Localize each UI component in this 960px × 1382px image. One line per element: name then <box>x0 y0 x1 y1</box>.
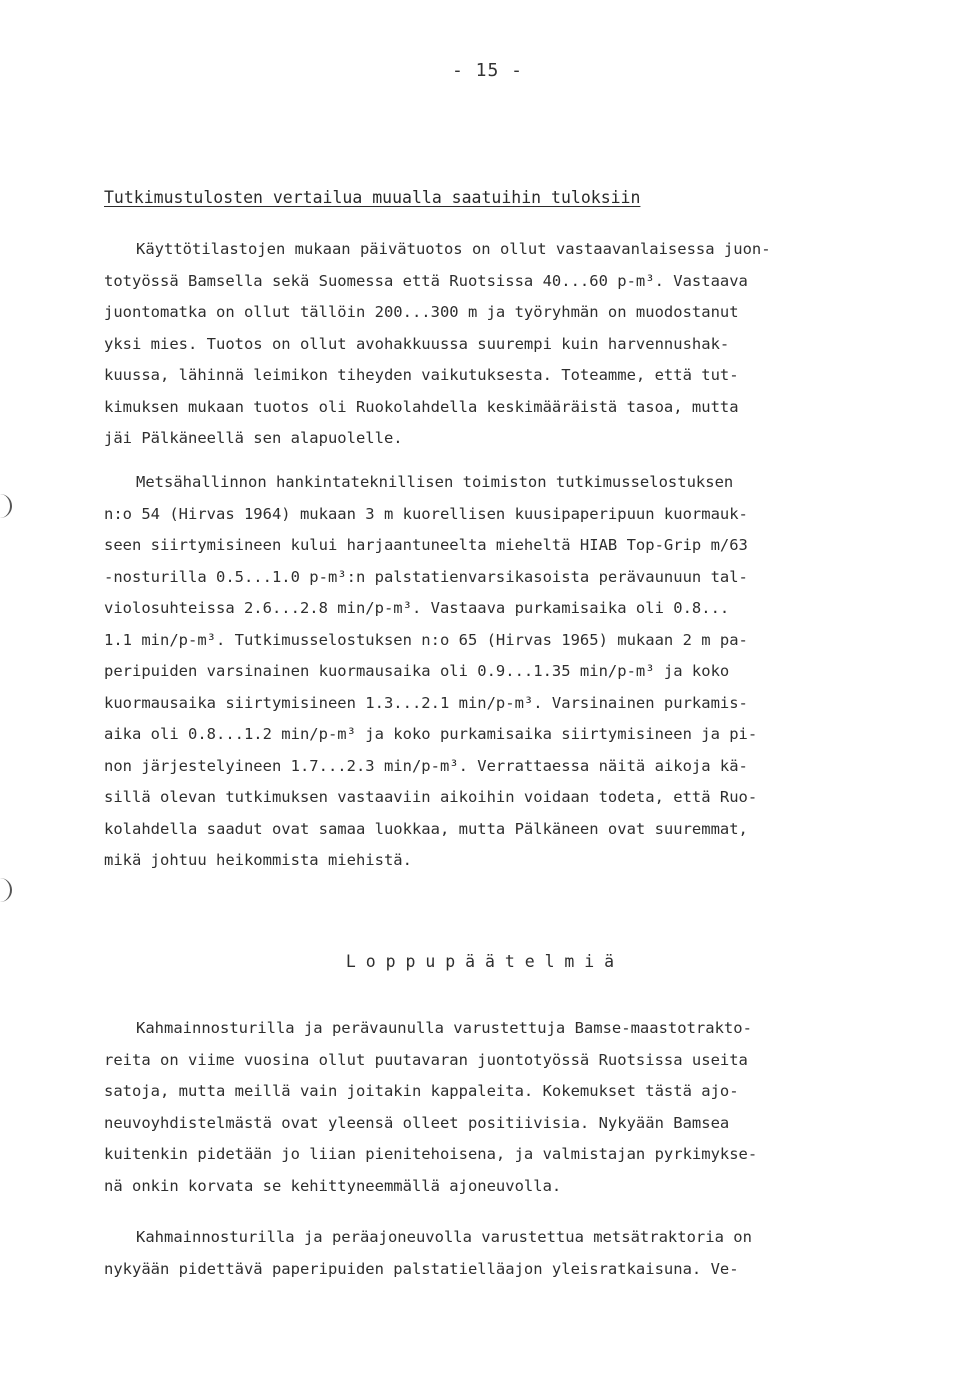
paragraph-conclusions <box>104 1013 874 1202</box>
paragraph-comparison <box>104 234 874 455</box>
page-number: - 15 - <box>452 60 524 81</box>
paragraph-line: Kahmainnosturilla ja perävaunulla varustettuja Bamse-maastotrakto- <box>136 1019 752 1037</box>
paragraph-tractor <box>104 1222 874 1285</box>
paragraph-line: kimuksen mukaan tuotos oli Ruokolahdella keskimääräistä tasoa, mutta <box>104 397 739 416</box>
paragraph-line: satoja, mutta meillä vain joitakin kappaleita. Kokemukset tästä ajo- <box>104 1082 739 1100</box>
paragraph-line: violosuhteissa 2.6...2.8 min/p-m³. Vastaava purkamisaika oli 0.8... <box>104 599 730 617</box>
paragraph-line: totyössä Bamsella sekä Suomessa että Ruotsissa 40...60 p-m³. Vastaava <box>104 271 748 290</box>
paragraph-line: aika oli 0.8...1.2 min/p-m³ ja koko purkamisaika siirtymisineen ja pi- <box>104 725 758 743</box>
paragraph-line: Metsähallinnon hankintateknillisen toimiston tutkimusselostuksen <box>136 473 734 491</box>
paragraph-line: kuitenkin pidetään jo liian pienitehoisena, ja valmistajan pyrkimykse- <box>104 1145 758 1163</box>
section-heading: Tutkimustulosten vertailua muualla saatuihin tuloksiin <box>104 188 641 207</box>
paragraph-line: nä onkin korvata se kehittyneemmällä ajoneuvolla. <box>104 1176 562 1195</box>
binding-hole-mark <box>0 878 12 902</box>
paragraph-line: jäi Pälkäneellä sen alapuolelle. <box>104 429 403 447</box>
paragraph-line: kuussa, lähinnä leimikon tiheyden vaikutuksesta. Toteamme, että tut- <box>104 366 739 384</box>
paragraph-line: Käyttötilastojen mukaan päivätuotos on ollut vastaavanlaisessa juon- <box>136 240 771 258</box>
paragraph-line: yksi mies. Tuotos on ollut avohakkuussa suurempi kuin harvennushak- <box>104 334 730 353</box>
paragraph-line: Kahmainnosturilla ja peräajoneuvolla varustettua metsätraktoria on <box>136 1228 752 1246</box>
conclusions-title: L o p p u p ä ä t e l m i ä <box>345 952 615 971</box>
binding-hole-mark <box>0 494 12 518</box>
paragraph-line: reita on viime vuosina ollut puutavaran juontotyössä Ruotsissa useita <box>104 1050 748 1069</box>
paragraph-line: sillä olevan tutkimuksen vastaaviin aikoihin voidaan todeta, että Ruo- <box>104 788 758 806</box>
paragraph-line: n:o 54 (Hirvas 1964) mukaan 3 m kuorellisen kuusipaperipuun kuormauk- <box>104 504 748 523</box>
paragraph-line: non järjestelyineen 1.7...2.3 min/p-m³. Verrattaessa näitä aikoja kä- <box>104 756 748 775</box>
paragraph-line: seen siirtymisineen kului harjaantuneelta mieheltä HIAB Top-Grip m/63 <box>104 536 748 554</box>
paragraph-line: -nosturilla 0.5...1.0 p-m³:n palstatienvarsikasoista perävaunuun tal- <box>104 567 748 586</box>
paragraph-line: kolahdella saadut ovat samaa luokkaa, mutta Pälkäneen ovat suuremmat, <box>104 819 748 838</box>
paragraph-line: mikä johtuu heikommista miehistä. <box>104 851 412 869</box>
paragraph-metsahallinto <box>104 467 874 877</box>
paragraph-line: neuvoyhdistelmästä ovat yleensä olleet positiivisia. Nykyään Bamsea <box>104 1113 730 1132</box>
paragraph-line: nykyään pidettävä paperipuiden palstatielläajon yleisratkaisuna. Ve- <box>104 1259 739 1278</box>
paragraph-line: juontomatka on ollut tällöin 200...300 m ja työryhmän on muodostanut <box>104 303 739 321</box>
paragraph-line: 1.1 min/p-m³. Tutkimusselostuksen n:o 65 (Hirvas 1965) mukaan 2 m pa- <box>104 630 748 649</box>
paragraph-line: peripuiden varsinainen kuormausaika oli 0.9...1.35 min/p-m³ ja koko <box>104 662 730 680</box>
paragraph-line: kuormausaika siirtymisineen 1.3...2.1 min/p-m³. Varsinainen purkamis- <box>104 693 748 712</box>
